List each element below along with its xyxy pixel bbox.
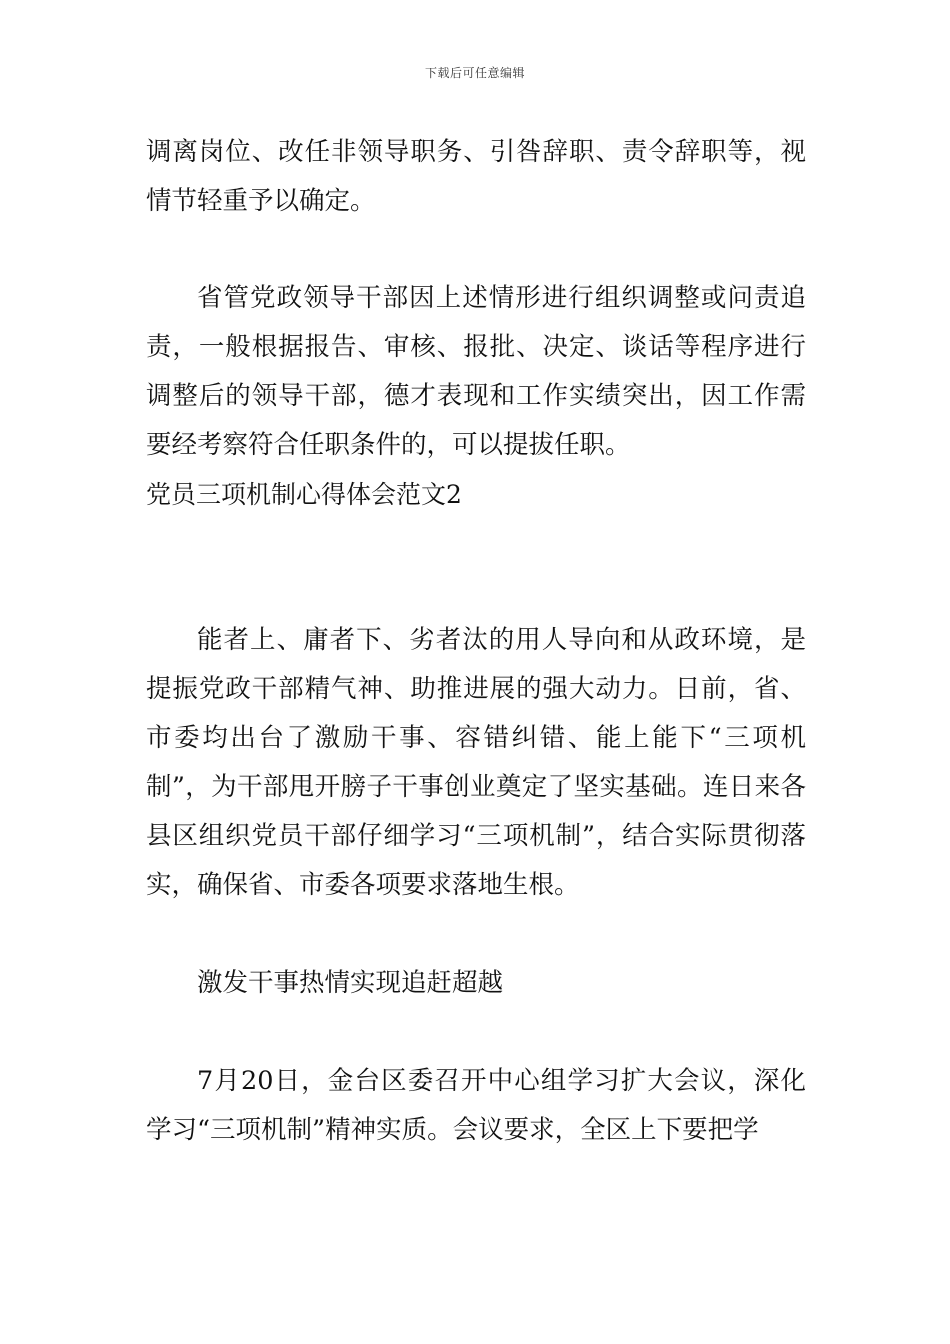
section-heading: 党员三项机制心得体会范文2 (146, 480, 462, 509)
paragraph-meeting: 7月20日，金台区委召开中心组学习扩大会议，深化学习“三项机制”精神实质。会议要求，全区上下要把学 (146, 1066, 806, 1145)
document-body (146, 128, 806, 1155)
paragraph-intro: 能者上、庸者下、劣者汰的用人导向和从政环境，是提振党政干部精气神、助推进展的强大动力。日前，省、市委均出台了激励干事、容错纠错、能上能下“三项机制”，为干部甩开膀子干事创业奠定了坚实基础。连日来各县区组织党员干部仔细学习“三项机制”，结合实际贯彻落实，确保省、市委各项要求落地生根。 (146, 625, 806, 900)
page-header: 下载后可任意编辑 (424, 66, 525, 80)
paragraph-accountability: 省管党政领导干部因上述情形进行组织调整或问责追责，一般根据报告、审核、报批、决定、谈话等程序进行调整后的领导干部，德才表现和工作实绩突出，因工作需要经考察符合任职条件的，可以提拔任职。 (146, 283, 806, 460)
paragraph-continuation: 调离岗位、改任非领导职务、引咎辞职、责令辞职等，视情节轻重予以确定。 (146, 137, 806, 216)
subheading: 激发干事热情实现追赶超越 (197, 968, 504, 998)
